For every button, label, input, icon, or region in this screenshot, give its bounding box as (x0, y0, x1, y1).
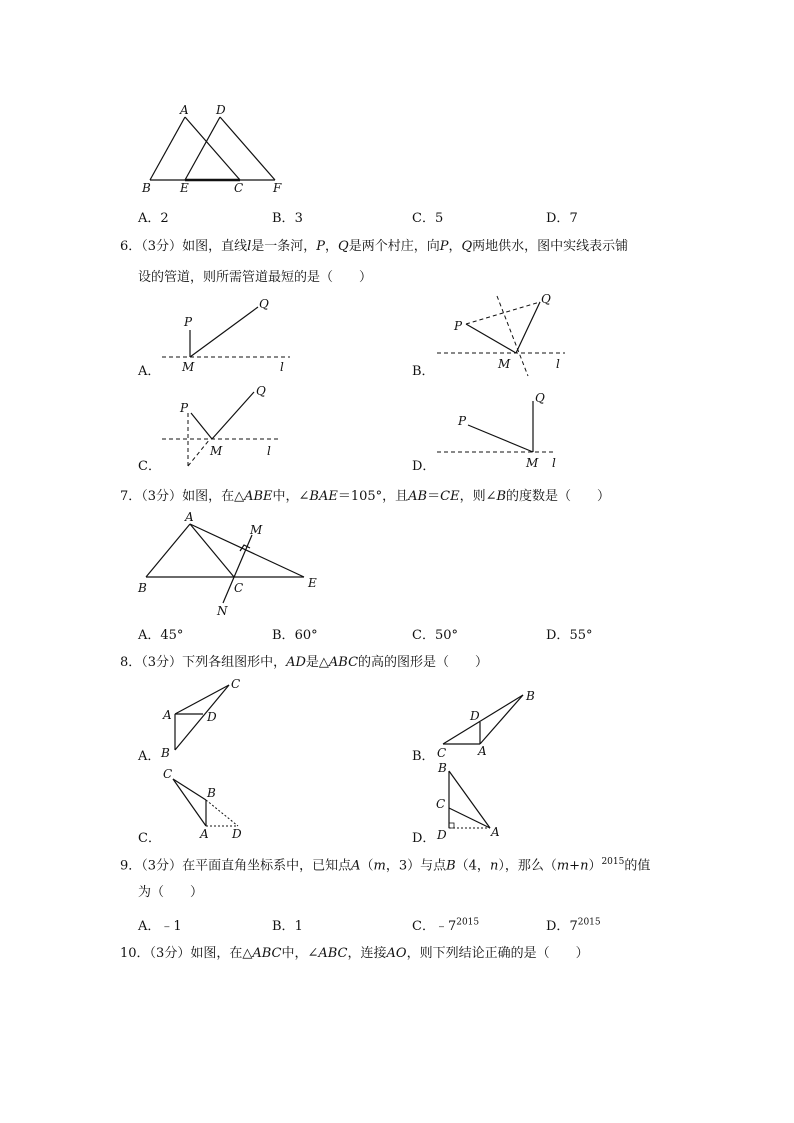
svg-text:P: P (458, 414, 467, 428)
svg-text:B: B (207, 786, 216, 800)
q7-option-a[interactable]: A．45° (138, 628, 184, 643)
svg-text:B: B (438, 761, 447, 775)
svg-text:Q: Q (259, 297, 269, 311)
svg-text:A: A (200, 827, 209, 841)
svg-text:M: M (526, 456, 539, 470)
q6-option-a[interactable]: A． (138, 364, 161, 379)
q5-option-a[interactable]: A．2 (138, 211, 169, 226)
svg-text:C: C (163, 767, 173, 781)
q7-question: 7．（3分）如图，在△ABE中，∠BAE＝105°，且AB＝CE，则∠B的度数是（ ） (120, 489, 611, 504)
svg-text:P: P (184, 315, 193, 329)
q8-option-d[interactable]: D． (412, 831, 436, 846)
svg-text:Q: Q (541, 292, 551, 306)
q5-option-d[interactable]: D．7 (546, 211, 578, 226)
svg-text:B: B (138, 581, 147, 595)
svg-text:D: D (207, 710, 217, 724)
svg-text:A: A (478, 744, 487, 758)
q9-option-c[interactable]: C．$﹣7^{2015}$ (412, 917, 480, 934)
svg-text:l: l (556, 357, 560, 371)
svg-text:D: D (437, 828, 447, 842)
q7-option-c[interactable]: C．50° (412, 628, 458, 643)
q9-option-a[interactable]: A．﹣1 (138, 919, 182, 934)
q5-label-c: C (234, 181, 244, 195)
svg-text:D: D (470, 709, 480, 723)
svg-text:Q: Q (535, 391, 545, 405)
q7-option-d[interactable]: D．55° (546, 628, 593, 643)
q6-question-line1: 6．（3分）如图，直线l是一条河，P，Q是两个村庄，向P，Q两地供水，图中实线表示铺 (120, 239, 629, 254)
svg-text:P: P (454, 319, 463, 333)
svg-text:A: A (491, 825, 500, 839)
q9-option-b[interactable]: B．1 (272, 919, 303, 934)
q8-question: 8．（3分）下列各组图形中，AD是△ABC的高的图形是（ ） (120, 655, 489, 670)
svg-text:M: M (182, 360, 195, 374)
svg-text:B: B (526, 689, 535, 703)
svg-text:A: A (163, 708, 172, 722)
q8-option-b[interactable]: B． (412, 749, 435, 764)
svg-text:B: B (161, 746, 170, 760)
svg-text:l: l (552, 456, 556, 470)
svg-text:M: M (210, 444, 223, 458)
q6-option-c[interactable]: C． (138, 459, 161, 474)
svg-text:l: l (267, 444, 271, 458)
q5-label-d: D (216, 103, 226, 117)
q5-label-b: B (142, 181, 151, 195)
q7-option-b[interactable]: B．60° (272, 628, 318, 643)
svg-text:l: l (280, 360, 284, 374)
svg-text:M: M (250, 523, 263, 537)
q8-option-a[interactable]: A． (138, 749, 161, 764)
q5-label-f: F (273, 181, 282, 195)
q9-question-line1: 9．（3分）在平面直角坐标系中，已知点A（m，3）与点B（4，n），那么$(m+n)^{2015}$的值 (120, 857, 651, 874)
q6-option-b[interactable]: B． (412, 364, 435, 379)
svg-text:C: C (231, 677, 241, 691)
q10-question: 10．（3分）如图，在△ABC中，∠ABC，连接AO，则下列结论正确的是（ ） (120, 946, 589, 961)
svg-text:M: M (498, 357, 511, 371)
svg-text:C: C (437, 746, 447, 760)
svg-text:A: A (185, 510, 194, 524)
svg-text:C: C (234, 581, 244, 595)
q5-label-e: E (180, 181, 189, 195)
q5-option-b[interactable]: B．3 (272, 211, 303, 226)
q5-option-c[interactable]: C．5 (412, 211, 444, 226)
svg-text:Q: Q (256, 384, 266, 398)
svg-text:D: D (232, 827, 242, 841)
q5-label-a: A (180, 103, 189, 117)
svg-text:P: P (180, 401, 189, 415)
svg-text:E: E (308, 576, 317, 590)
q8-option-c[interactable]: C． (138, 831, 161, 846)
q6-option-d[interactable]: D． (412, 459, 436, 474)
svg-text:N: N (217, 604, 228, 618)
q9-question-line2: 为（ ） (138, 885, 204, 900)
svg-text:C: C (436, 797, 446, 811)
q9-option-d[interactable]: D．$7^{2015}$ (546, 917, 601, 934)
q6-question-line2: 设的管道，则所需管道最短的是（ ） (138, 270, 373, 285)
